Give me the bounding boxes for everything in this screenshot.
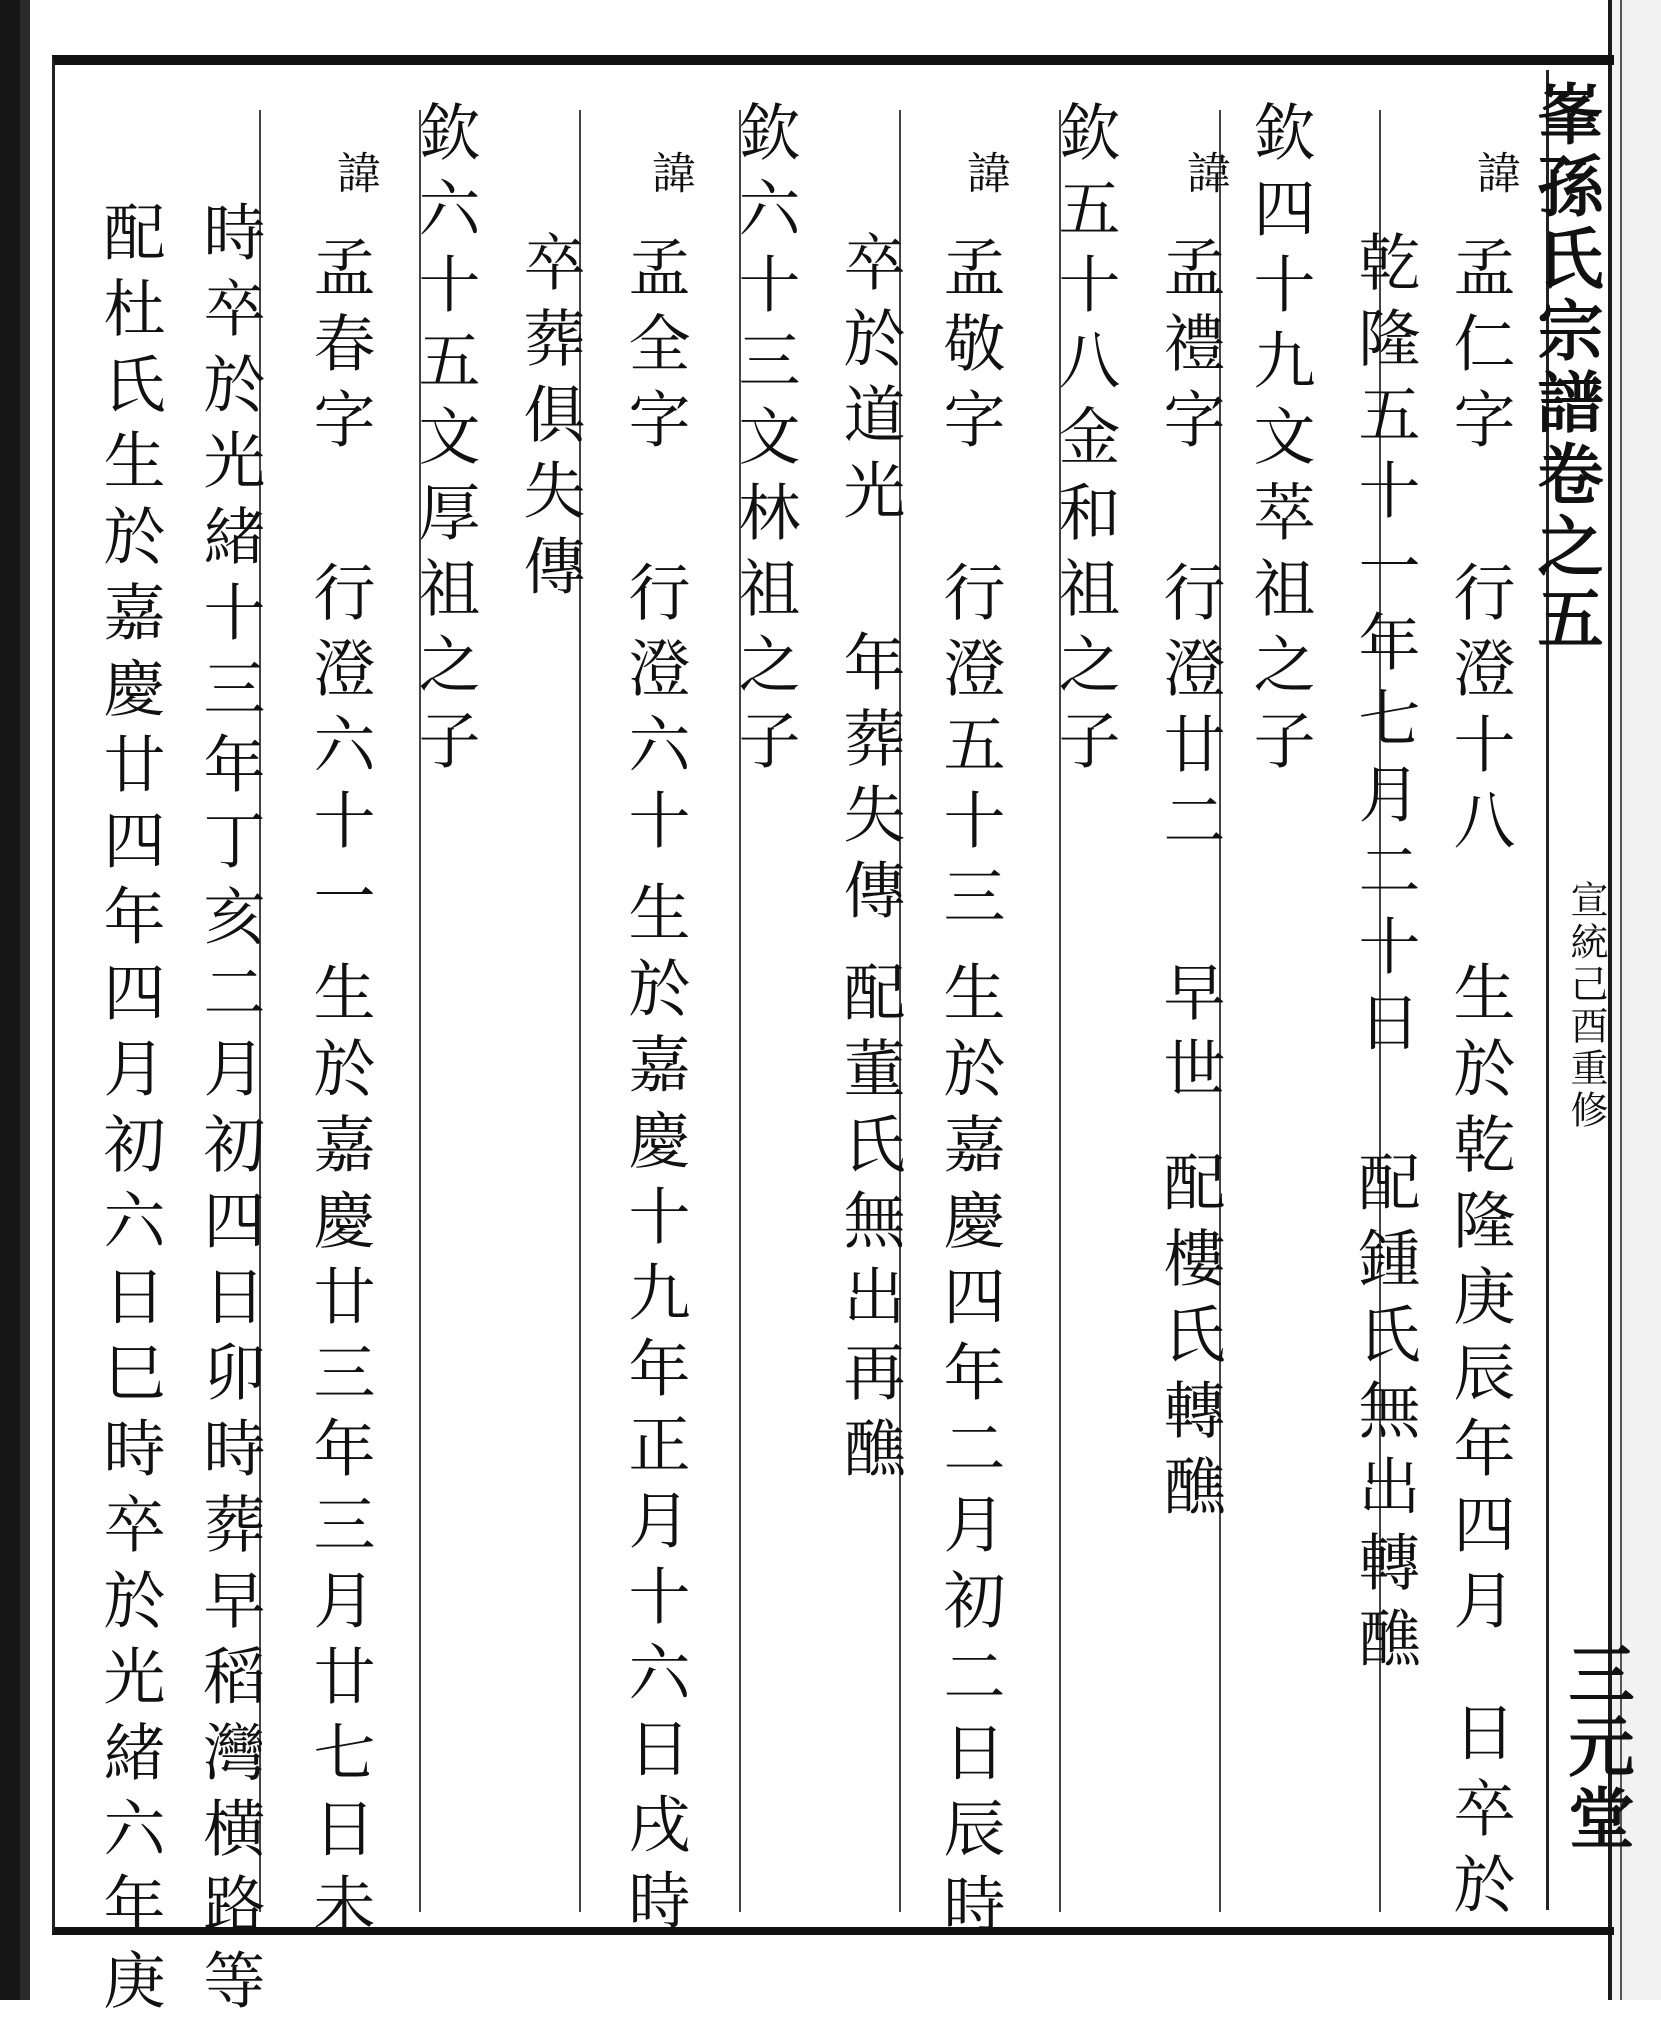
generation-rank: 行澄五十三 [933, 560, 1006, 940]
taboo-marker: 諱 [959, 150, 1010, 214]
courtesy-name: 孟禮字 [1153, 235, 1226, 463]
birth-record: 生於嘉慶廿三年三月廿七日未 [303, 960, 376, 1948]
taboo-marker: 諱 [644, 150, 695, 214]
courtesy-name: 孟春字 [303, 235, 376, 463]
page-margin-header [1526, 70, 1635, 1910]
hall-name: 三元堂 [1557, 1640, 1635, 1856]
generation-rank: 行澄十八 [1443, 560, 1516, 864]
spouse-record: 配董氏無出再醮 [833, 960, 906, 1492]
birth-record: 生於嘉慶四年二月初二日辰時 [933, 960, 1006, 1948]
courtesy-name: 孟仁字 [1443, 235, 1516, 463]
generation-rank: 行澄六十 [618, 560, 691, 864]
birth-record: 生於嘉慶十九年正月十六日戌時 [618, 880, 691, 1944]
death-date: 乾隆五十一年七月二十日 [1348, 230, 1421, 1066]
death-record: 日卒於 [1443, 1700, 1516, 1928]
spouse-record: 配樓氏轉醮 [1153, 1150, 1226, 1530]
lineage-heading: 欽六十五文厚祖之子 [408, 100, 481, 784]
fate-note: 早世 [1153, 960, 1226, 1112]
lineage-heading: 欽四十九文萃祖之子 [1243, 100, 1316, 784]
lineage-heading: 欽六十三文林祖之子 [728, 100, 801, 784]
taboo-marker: 諱 [329, 150, 380, 214]
spouse-record: 配杜氏生於嘉慶廿四年四月初六日巳時卒於光緒六年庚 [93, 200, 166, 2024]
taboo-marker: 諱 [1179, 150, 1230, 214]
courtesy-name: 孟敬字 [933, 235, 1006, 463]
burial-note: 年葬失傳 [833, 630, 906, 934]
death-burial-note: 卒葬俱失傳 [513, 230, 586, 610]
generation-rank: 行澄六十一 [303, 560, 376, 940]
death-record: 卒於道光 [833, 230, 906, 534]
volume-text: 卷之五 [1526, 440, 1604, 656]
taboo-marker: 諱 [1469, 150, 1520, 214]
lineage-heading: 欽五十八金和祖之子 [1048, 100, 1121, 784]
edition-note: 宣統己酉重修 [1564, 880, 1608, 1132]
book-title [1526, 80, 1613, 656]
birth-record: 生於乾隆庚辰年四月 [1443, 960, 1516, 1644]
title-text: 峯孫氏宗譜 [1526, 80, 1604, 440]
courtesy-name: 孟全字 [618, 235, 691, 463]
death-burial-record: 時卒於光緒十三年丁亥二月初四日卯時葬早稻灣横路等 [193, 200, 266, 2024]
generation-rank: 行澄廿二 [1153, 560, 1226, 864]
spouse-record: 配鍾氏無出轉醮 [1348, 1150, 1421, 1682]
